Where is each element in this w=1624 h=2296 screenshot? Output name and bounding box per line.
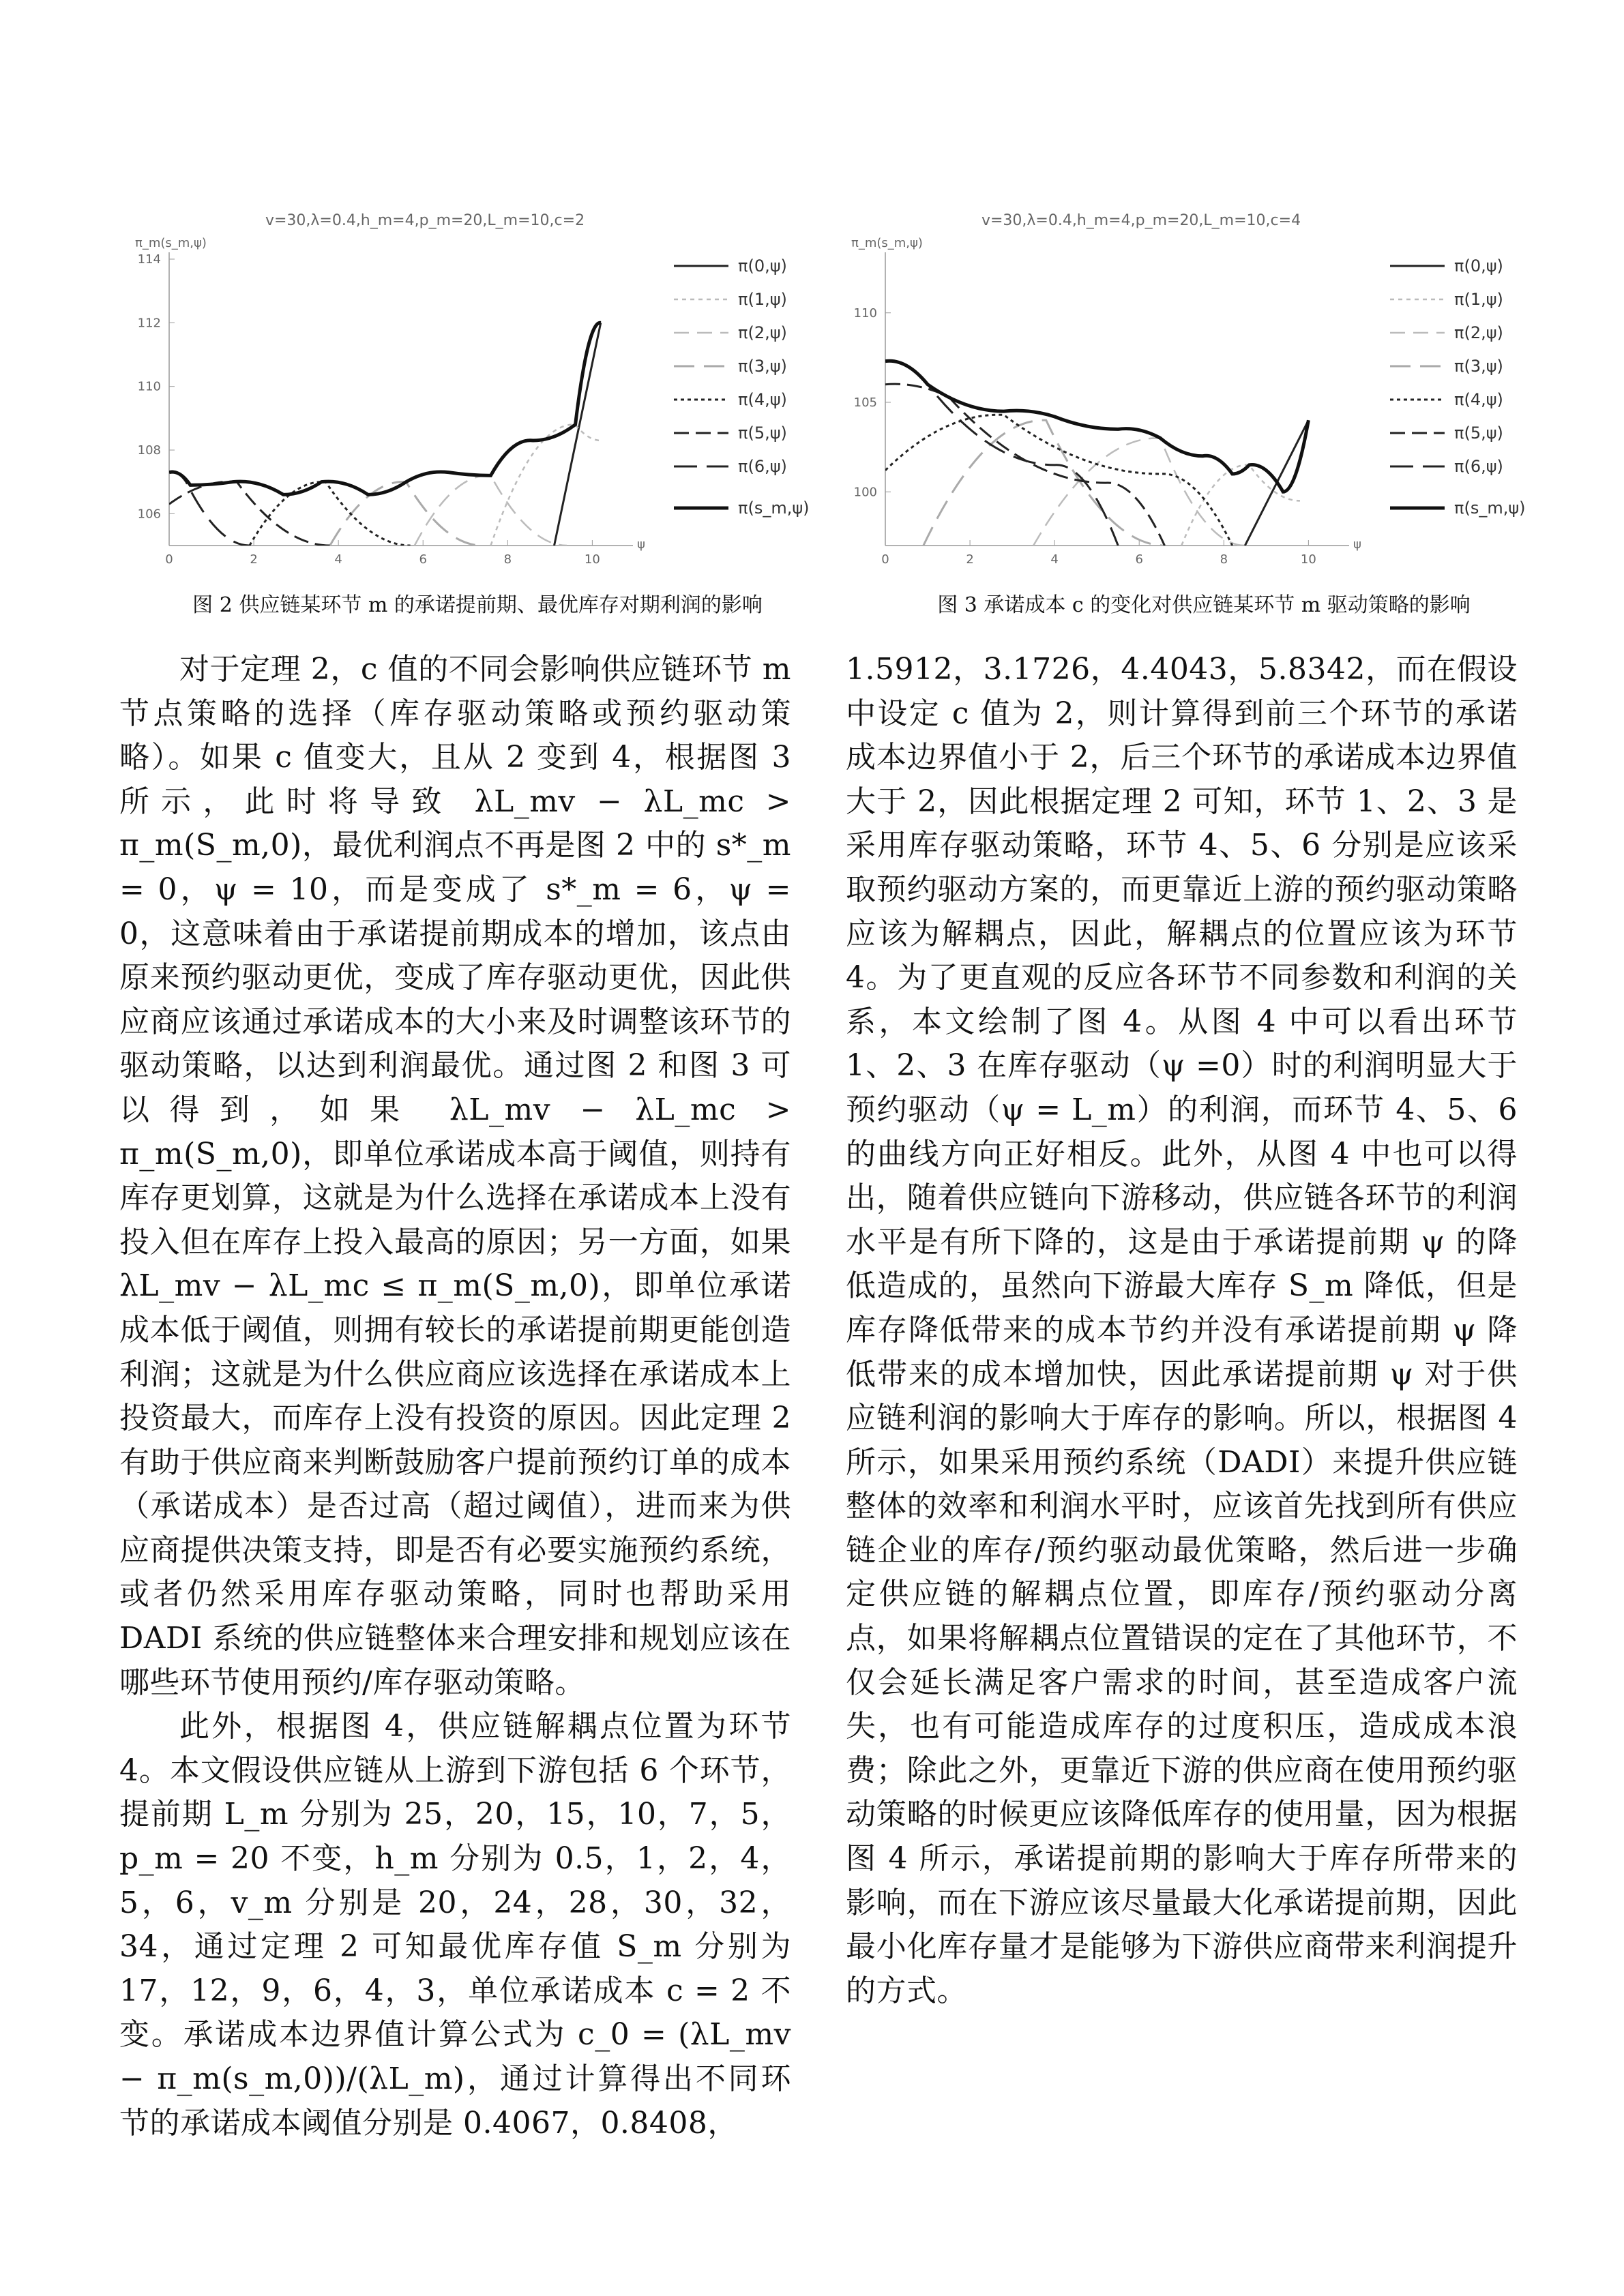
legend-entry: π(5,ψ) <box>738 423 787 443</box>
paragraph-decoupling: 此外，根据图 4，供应链解耦点位置为环节 4。本文假设供应链从上游到下游包括 6 个环节，提前期 L_m 分别为 25，20，15，10，7，5，p_m = 20 不变，h_m 分别为 0.5，1，2，4，5，6，v_m 分别是 20，24，28，30，32，34，通过定理 2 可知最优库存值 S_m 分别为 17，12，9，6，4，3，单位承诺成本 c = 2 不变。承诺成本边界值计算公式为 c_0 = (λL_mv − π_m(s_m,0))/(λL_m)，通过计算得出不同环节的承诺成本阈值分别是 0.4067，0.8408， <box>119 1709 791 2141</box>
legend-entry: π(s_m,ψ) <box>1454 498 1526 518</box>
x-axis-label: ψ <box>637 537 645 552</box>
y-tick-label: 110 <box>853 305 877 320</box>
x-tick-label: 2 <box>250 552 258 567</box>
chart-title: v=30,λ=0.4,h_m=4,p_m=20,L_m=10,c=2 <box>265 212 585 229</box>
series-line-1 <box>1181 465 1300 546</box>
x-tick-label: 6 <box>419 552 427 567</box>
x-tick-label: 8 <box>503 552 512 567</box>
legend-entry: π(3,ψ) <box>738 357 787 376</box>
legend-entry: π(3,ψ) <box>1454 357 1503 376</box>
figure-2-caption: 图 2 供应链某环节 m 的承诺提前期、最优库存对期利润的影响 <box>192 593 763 617</box>
x-tick-label: 0 <box>165 552 173 567</box>
chart-title: v=30,λ=0.4,h_m=4,p_m=20,L_m=10,c=4 <box>981 212 1301 229</box>
y-axis-label: π_m(s_m,ψ) <box>851 236 923 250</box>
x-tick-label: 6 <box>1135 552 1143 567</box>
y-axis-label: π_m(s_m,ψ) <box>135 236 207 250</box>
series-line-5 <box>885 384 1164 546</box>
y-tick-label: 106 <box>137 507 161 522</box>
y-tick-label: 100 <box>853 485 877 500</box>
figure-3-chart <box>832 205 1555 586</box>
legend-entry: π(2,ψ) <box>738 323 787 342</box>
y-tick-label: 110 <box>137 379 161 394</box>
y-tick-label: 108 <box>137 443 161 458</box>
x-tick-label: 0 <box>881 552 889 567</box>
legend-entry: π(2,ψ) <box>1454 323 1503 342</box>
legend-entry: π(6,ψ) <box>738 457 787 476</box>
figure-3-caption: 图 3 承诺成本 c 的变化对供应链某环节 m 驱动策略的影响 <box>937 593 1471 617</box>
paragraph-continued: 1.5912，3.1726，4.4043，5.8342，而在假设中设定 c 值为 2，则计算得到前三个环节的承诺成本边界值小于 2，后三个环节的承诺成本边界值大于 2，因此根据定理 2 可知，环节 1、2、3 是采用库存驱动策略，环节 4、5、6 分别是应该采取预约驱动方案的，而更靠近上游的预约驱动策略应该为解耦点，因此，解耦点的位置应该为环节 4。为了更直观的反应各环节不同参数和利润的关系，本文绘制了图 4。从图 4 中可以看出环节 1、2、3 在库存驱动（ψ =0）时的利润明显大于预约驱动（ψ = L_m）的利润，而环节 4、5、6 的曲线方向正好相反。此外，从图 4 中也可以得出，随着供应链向下游移动，供应链各环节的利润水平是有所下降的，这是由于承诺提前期 ψ 的降低造成的，虽然向下游最大库存 S_m 降低，但是库存降低带来的成本节约并没有承诺提前期 ψ 降低带来的成本增加快，因此承诺提前期 ψ 对于供应链利润的影响大于库存的影响。所以，根据图 4 所示，如果采用预约系统（DADI）来提升供应链整体的效率和利润水平时，应该首先找到所有供应链企业的库存/预约驱动最优策略，然后进一步确定供应链的解耦点位置，即库存/预约驱动分离点，如果将解耦点位置错误的定在了其他环节，不仅会延长满足客户需求的时间，甚至造成客户流失，也有可能造成库存的过度积压，造成成本浪费；除此之外，更靠近下游的供应商在使用预约驱动策略的时候更应该降低库存的使用量，因为根据图 4 所示，承诺提前期的影响大于库存所带来的影响，而在下游应该尽量最大化承诺提前期，因此最小化库存量才是能够为下游供应商带来利润提升的方式。 <box>846 652 1518 2008</box>
series-line-3 <box>924 420 1165 546</box>
x-axis-label: ψ <box>1353 537 1361 552</box>
legend-entry: π(0,ψ) <box>1454 256 1503 275</box>
legend-entry: π(5,ψ) <box>1454 423 1503 443</box>
x-tick-label: 2 <box>966 552 974 567</box>
legend-entry: π(6,ψ) <box>1454 457 1503 476</box>
x-tick-label: 10 <box>584 552 600 567</box>
series-line-3 <box>330 482 482 546</box>
series-line-2 <box>415 475 567 546</box>
series-line-4 <box>885 415 1232 546</box>
legend-entry: π(s_m,ψ) <box>738 498 810 518</box>
legend-entry: π(1,ψ) <box>1454 290 1503 309</box>
x-tick-label: 4 <box>334 552 342 567</box>
series-line-6 <box>885 361 1118 546</box>
legend-entry: π(1,ψ) <box>738 290 787 309</box>
series-line-2 <box>1033 438 1245 546</box>
figure-3 <box>832 205 1555 586</box>
x-tick-label: 8 <box>1220 552 1228 567</box>
series-line-7 <box>169 323 601 494</box>
series-line-1 <box>490 425 600 546</box>
x-tick-label: 4 <box>1050 552 1059 567</box>
figure-2 <box>116 205 839 586</box>
figure-2-chart <box>116 205 839 586</box>
y-tick-label: 105 <box>853 396 877 410</box>
y-tick-label: 112 <box>137 316 161 331</box>
legend-entry: π(4,ψ) <box>1454 390 1503 409</box>
legend-entry: π(4,ψ) <box>738 390 787 409</box>
paragraph-theorem2: 对于定理 2，c 值的不同会影响供应链环节 m 节点策略的选择（库存驱动策略或预约驱动策略）。如果 c 值变大，且从 2 变到 4，根据图 3 所示，此时将导致 λL_mv − λL_mc > π_m(S_m,0)，最优利润点不再是图 2 中的 s*_m = 0，ψ = 10，而是变成了 s*_m = 6，ψ = 0，这意味着由于承诺提前期成本的增加，该点由原来预约驱动更优，变成了库存驱动更优，因此供应商应该通过承诺成本的大小来及时调整该环节的驱动策略，以达到利润最优。通过图 2 和图 3 可以得到，如果 λL_mv − λL_mc > π_m(S_m,0)，即单位承诺成本高于阈值，则持有库存更划算，这就是为什么选择在承诺成本上没有投入但在库存上投入最高的原因；另一方面，如果 λL_mv − λL_mc ≤ π_m(S_m,0)，即单位承诺成本低于阈值，则拥有较长的承诺提前期更能创造利润；这就是为什么供应商应该选择在承诺成本上投资最大，而库存上没有投资的原因。因此定理 2 有助于供应商来判断鼓励客户提前预约订单的成本（承诺成本）是否过高（超过阈值），进而来为供应商提供决策支持，即是否有必要实施预约系统，或者仍然采用库存驱动策略，同时也帮助采用 DADI 系统的供应链整体来合理安排和规划应该在哪些环节使用预约/库存驱动策略。 <box>119 652 791 1700</box>
left-column <box>119 648 791 2145</box>
legend-entry: π(0,ψ) <box>738 256 787 275</box>
y-tick-label: 114 <box>137 252 161 267</box>
right-column <box>846 648 1518 2013</box>
x-tick-label: 10 <box>1300 552 1316 567</box>
